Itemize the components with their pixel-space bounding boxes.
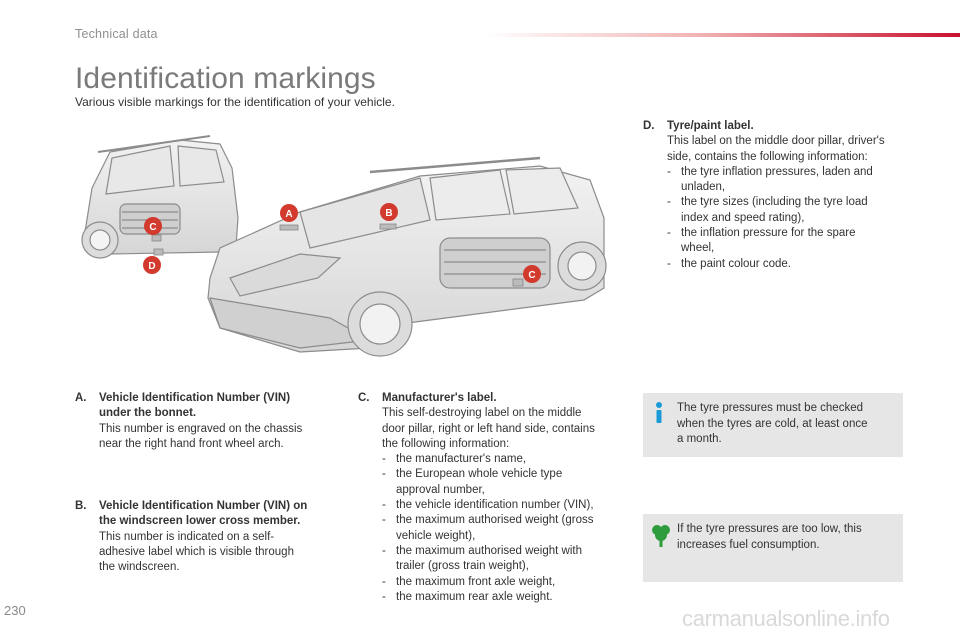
item-c — [358, 391, 628, 605]
marker-a — [280, 204, 298, 222]
watermark: carmanualsonline.info — [682, 606, 890, 631]
info-box — [643, 393, 903, 457]
page-number: 230 — [4, 603, 26, 618]
item-d-body — [643, 134, 923, 165]
item-c-body-line: door pillar, right or left hand side, contains — [382, 422, 595, 435]
eco-box-line: increases fuel consumption. — [677, 538, 820, 551]
svg-text:C: C — [149, 222, 157, 233]
item-d-body-line: side, contains the following information: — [667, 150, 868, 163]
front-car-drawing — [208, 158, 606, 356]
list-item: - the tyre sizes (including the tyre load index and speed rating), — [667, 195, 923, 226]
item-b-heading — [75, 499, 355, 514]
list-item: - the vehicle identification number (VIN), — [382, 498, 628, 513]
item-b-title-line1: Vehicle Identification Number (VIN) on — [99, 500, 308, 512]
info-box-text — [677, 401, 891, 448]
item-b-body-line: the windscreen. — [99, 561, 180, 574]
item-a-body-line: near the right hand front wheel arch. — [99, 437, 284, 450]
item-d-title: Tyre/paint label. — [667, 120, 754, 132]
svg-text:D: D — [148, 261, 156, 272]
list-item: - the maximum authorised weight (gross vehicle weight), — [382, 513, 628, 544]
item-c-body-line: the following information: — [382, 437, 510, 450]
item-c-heading — [358, 391, 628, 406]
eco-box — [643, 514, 903, 582]
item-c-letter: C. — [358, 392, 370, 404]
list-item: - the inflation pressure for the spare wheel, — [667, 226, 923, 257]
item-a-body — [75, 422, 345, 453]
list-item: - the maximum front axle weight, — [382, 575, 628, 590]
info-box-line: a month. — [677, 433, 722, 445]
item-a-body-line: This number is engraved on the chassis — [99, 422, 303, 435]
marker-d — [143, 256, 161, 274]
info-icon — [651, 401, 667, 425]
header-accent-bar — [485, 33, 960, 37]
item-c-body — [358, 406, 628, 452]
marker-c-rear — [144, 217, 162, 235]
list-item: - the maximum rear axle weight. — [382, 590, 628, 605]
item-b-title-line2: the windscreen lower cross member. — [99, 515, 301, 528]
vehicle-illustration — [70, 128, 630, 368]
item-a-heading — [75, 391, 345, 406]
item-d-heading — [643, 119, 923, 134]
item-d-letter: D. — [643, 120, 655, 132]
eco-box-line: If the tyre pressures are too low, this — [677, 523, 862, 535]
item-b — [75, 499, 355, 575]
eco-box-text — [677, 522, 891, 553]
item-b-body-line: adhesive label which is visible through — [99, 545, 294, 558]
item-c-body-line: This self-destroying label on the middle — [382, 407, 582, 420]
item-a-title-line2: under the bonnet. — [99, 407, 197, 420]
item-d — [643, 119, 923, 272]
item-b-letter: B. — [75, 500, 87, 512]
marker-b — [380, 203, 398, 221]
item-b-body-line: This number is indicated on a self- — [99, 530, 275, 543]
list-item: - the tyre inflation pressures, laden and unladen, — [667, 165, 923, 196]
item-c-list — [358, 452, 628, 605]
svg-text:B: B — [385, 208, 393, 219]
info-box-line: The tyre pressures must be checked — [677, 402, 863, 414]
list-item: - the maximum authorised weight with trailer (gross train weight), — [382, 544, 628, 575]
item-b-body — [75, 530, 355, 576]
page-subtitle: Various visible markings for the identification of your vehicle. — [75, 95, 395, 109]
section-header: Technical data — [75, 27, 158, 41]
item-a-title-line1: Vehicle Identification Number (VIN) — [99, 392, 291, 404]
item-c-title: Manufacturer's label. — [382, 392, 497, 404]
item-a — [75, 391, 345, 452]
eco-tree-icon — [651, 522, 671, 548]
list-item: - the paint colour code. — [667, 257, 923, 272]
item-d-body-line: This label on the middle door pillar, driver's — [667, 135, 885, 148]
info-box-line: when the tyres are cold, at least once — [677, 417, 868, 430]
page-title: Identification markings — [75, 62, 376, 95]
list-item: - the European whole vehicle type approval number, — [382, 467, 628, 498]
svg-text:A: A — [285, 209, 293, 220]
svg-text:C: C — [528, 270, 536, 281]
item-d-list — [643, 165, 923, 272]
list-item: - the manufacturer's name, — [382, 452, 628, 467]
item-a-letter: A. — [75, 392, 87, 404]
marker-c-front — [523, 265, 541, 283]
